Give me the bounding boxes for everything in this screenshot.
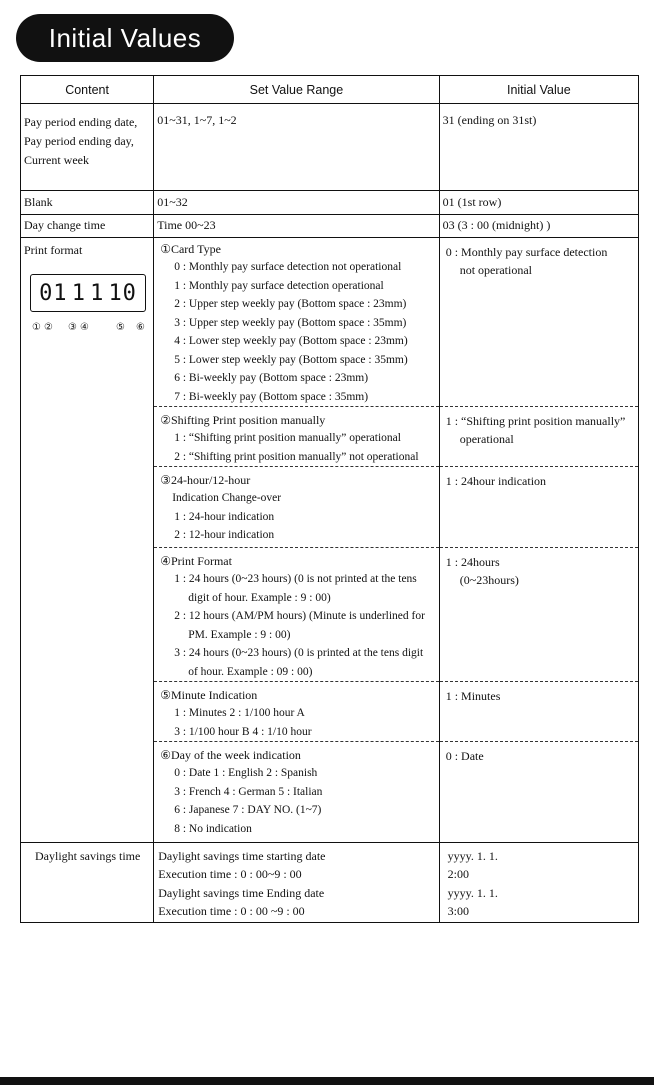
- header-content: Content: [21, 76, 154, 104]
- table-row-dst: [21, 842, 639, 922]
- print-format-content: Print format: [24, 243, 83, 257]
- day-change-content: Day change time: [24, 218, 106, 232]
- print-format-initial-cont: (0~23hours): [459, 573, 519, 587]
- card-type-option: 0 : Monthly pay surface detection not operational: [174, 261, 402, 273]
- card-type-option: 2 : Upper step weekly pay (Bottom space : 23mm): [174, 298, 407, 310]
- card-type-heading: ①Card Type: [160, 242, 221, 256]
- blank-range: 01~32: [157, 195, 188, 209]
- table-row-print-format: [21, 238, 639, 843]
- lcd-index: ③: [68, 322, 77, 333]
- bottom-rule: [0, 1077, 654, 1085]
- dst-range-line: Execution time : 0 : 00 ~9 : 00: [158, 904, 305, 918]
- shifting-initial-cont: operational: [459, 432, 514, 446]
- day-change-initial: 03 (3 : 00 (midnight) ): [442, 218, 551, 232]
- lcd-digit: 1: [90, 280, 105, 306]
- card-type-initial: 0 : Monthly pay surface detection: [445, 245, 608, 259]
- print-format-subtable: [154, 238, 638, 842]
- lcd-index: ②: [44, 322, 53, 333]
- card-type-initial-cont: not operational: [459, 263, 533, 277]
- dow-option: 3 : French 4 : German 5 : Italian: [174, 785, 323, 798]
- lcd-index-numbers: [30, 322, 160, 336]
- blank-content: Blank: [24, 195, 53, 209]
- dst-range-line: Execution time : 0 : 00~9 : 00: [158, 867, 302, 881]
- minute-option: 3 : 1/100 hour B 4 : 1/10 hour: [174, 725, 312, 738]
- table-row-day-change: [21, 215, 639, 238]
- dow-option: 8 : No indication: [174, 822, 252, 835]
- dow-option: 0 : Date 1 : English 2 : Spanish: [174, 767, 318, 779]
- header-range: Set Value Range: [154, 76, 439, 104]
- hour24-option: 2 : 12-hour indication: [174, 529, 275, 541]
- table-row-blank: [21, 191, 639, 215]
- pay-period-content: Pay period ending date, Pay period ending day, Current week: [24, 115, 138, 167]
- print-format-option: 1 : 24 hours (0~23 hours) (0 is not printed at the tens digit of hour. Example : 9 : 00): [174, 573, 417, 604]
- card-type-option: 3 : Upper step weekly pay (Bottom space : 35mm): [174, 316, 407, 329]
- pay-period-initial: 31 (ending on 31st): [442, 113, 537, 127]
- card-type-option: 6 : Bi-weekly pay (Bottom space : 23mm): [174, 372, 369, 384]
- blank-initial: 01 (1st row): [442, 195, 502, 209]
- header-initial: Initial Value: [439, 76, 638, 104]
- print-format-option: 2 : 12 hours (AM/PM hours) (Minute is underlined for PM. Example : 9 : 00): [174, 610, 425, 641]
- lcd-index: ①: [32, 322, 41, 333]
- dow-option: 6 : Japanese 7 : DAY NO. (1~7): [174, 804, 322, 816]
- shifting-initial: 1 : “Shifting print position manually”: [445, 414, 626, 428]
- print-format-option: 3 : 24 hours (0~23 hours) (0 is printed at the tens digit of hour. Example : 09 : 00): [174, 647, 424, 678]
- minute-option: 1 : Minutes 2 : 1/100 hour A: [174, 707, 305, 719]
- table-row-pay-period: [21, 104, 639, 191]
- dst-range-line: Daylight savings time Ending date: [158, 885, 325, 900]
- shifting-option: 2 : “Shifting print position manually” not operational: [174, 450, 419, 463]
- pay-period-range: 01~31, 1~7, 1~2: [157, 113, 237, 127]
- lcd-digit: 1: [71, 280, 86, 306]
- hour24-option: 1 : 24-hour indication: [174, 510, 275, 523]
- lcd-index: ⑤: [116, 322, 125, 333]
- card-type-option: 7 : Bi-weekly pay (Bottom space : 35mm): [174, 390, 369, 403]
- minute-initial: 1 : Minutes: [445, 689, 501, 703]
- hour24-heading: ③24-hour/12-hour: [160, 473, 251, 487]
- lcd-index: ⑥: [136, 322, 145, 333]
- day-change-range: Time 00~23: [157, 218, 216, 232]
- shifting-option: 1 : “Shifting print position manually” operational: [174, 432, 401, 444]
- dow-heading: ⑥Day of the week indication: [160, 748, 301, 762]
- lcd-digit: 01: [39, 280, 68, 306]
- dst-initial-line: 2:00: [447, 867, 469, 881]
- dst-initial-line: yyyy. 1. 1.: [447, 848, 498, 863]
- hour24-heading-cont: Indication Change-over: [172, 492, 282, 504]
- print-format-initial: 1 : 24hours: [445, 555, 500, 569]
- dst-initial-line: yyyy. 1. 1.: [447, 885, 498, 900]
- hour24-initial: 1 : 24hour indication: [445, 474, 547, 488]
- dst-initial-line: 3:00: [447, 904, 469, 918]
- print-format-heading: ④Print Format: [160, 554, 232, 568]
- card-type-option: 1 : Monthly pay surface detection operational: [174, 279, 384, 292]
- card-type-option: 4 : Lower step weekly pay (Bottom space : 23mm): [174, 335, 408, 347]
- lcd-digit: 10: [108, 280, 137, 306]
- card-type-option: 5 : Lower step weekly pay (Bottom space : 35mm): [174, 353, 408, 366]
- table-header-row: [21, 76, 639, 104]
- lcd-index: ④: [80, 322, 89, 333]
- minute-heading: ⑤Minute Indication: [160, 688, 258, 702]
- dow-initial: 0 : Date: [445, 749, 484, 763]
- page-title: Initial Values: [16, 14, 234, 62]
- dst-content: Daylight savings time: [35, 848, 141, 863]
- shifting-heading: ②Shifting Print position manually: [160, 413, 326, 427]
- dst-range-line: Daylight savings time starting date: [158, 848, 326, 863]
- lcd-display: [30, 274, 146, 312]
- initial-values-table: [20, 75, 639, 923]
